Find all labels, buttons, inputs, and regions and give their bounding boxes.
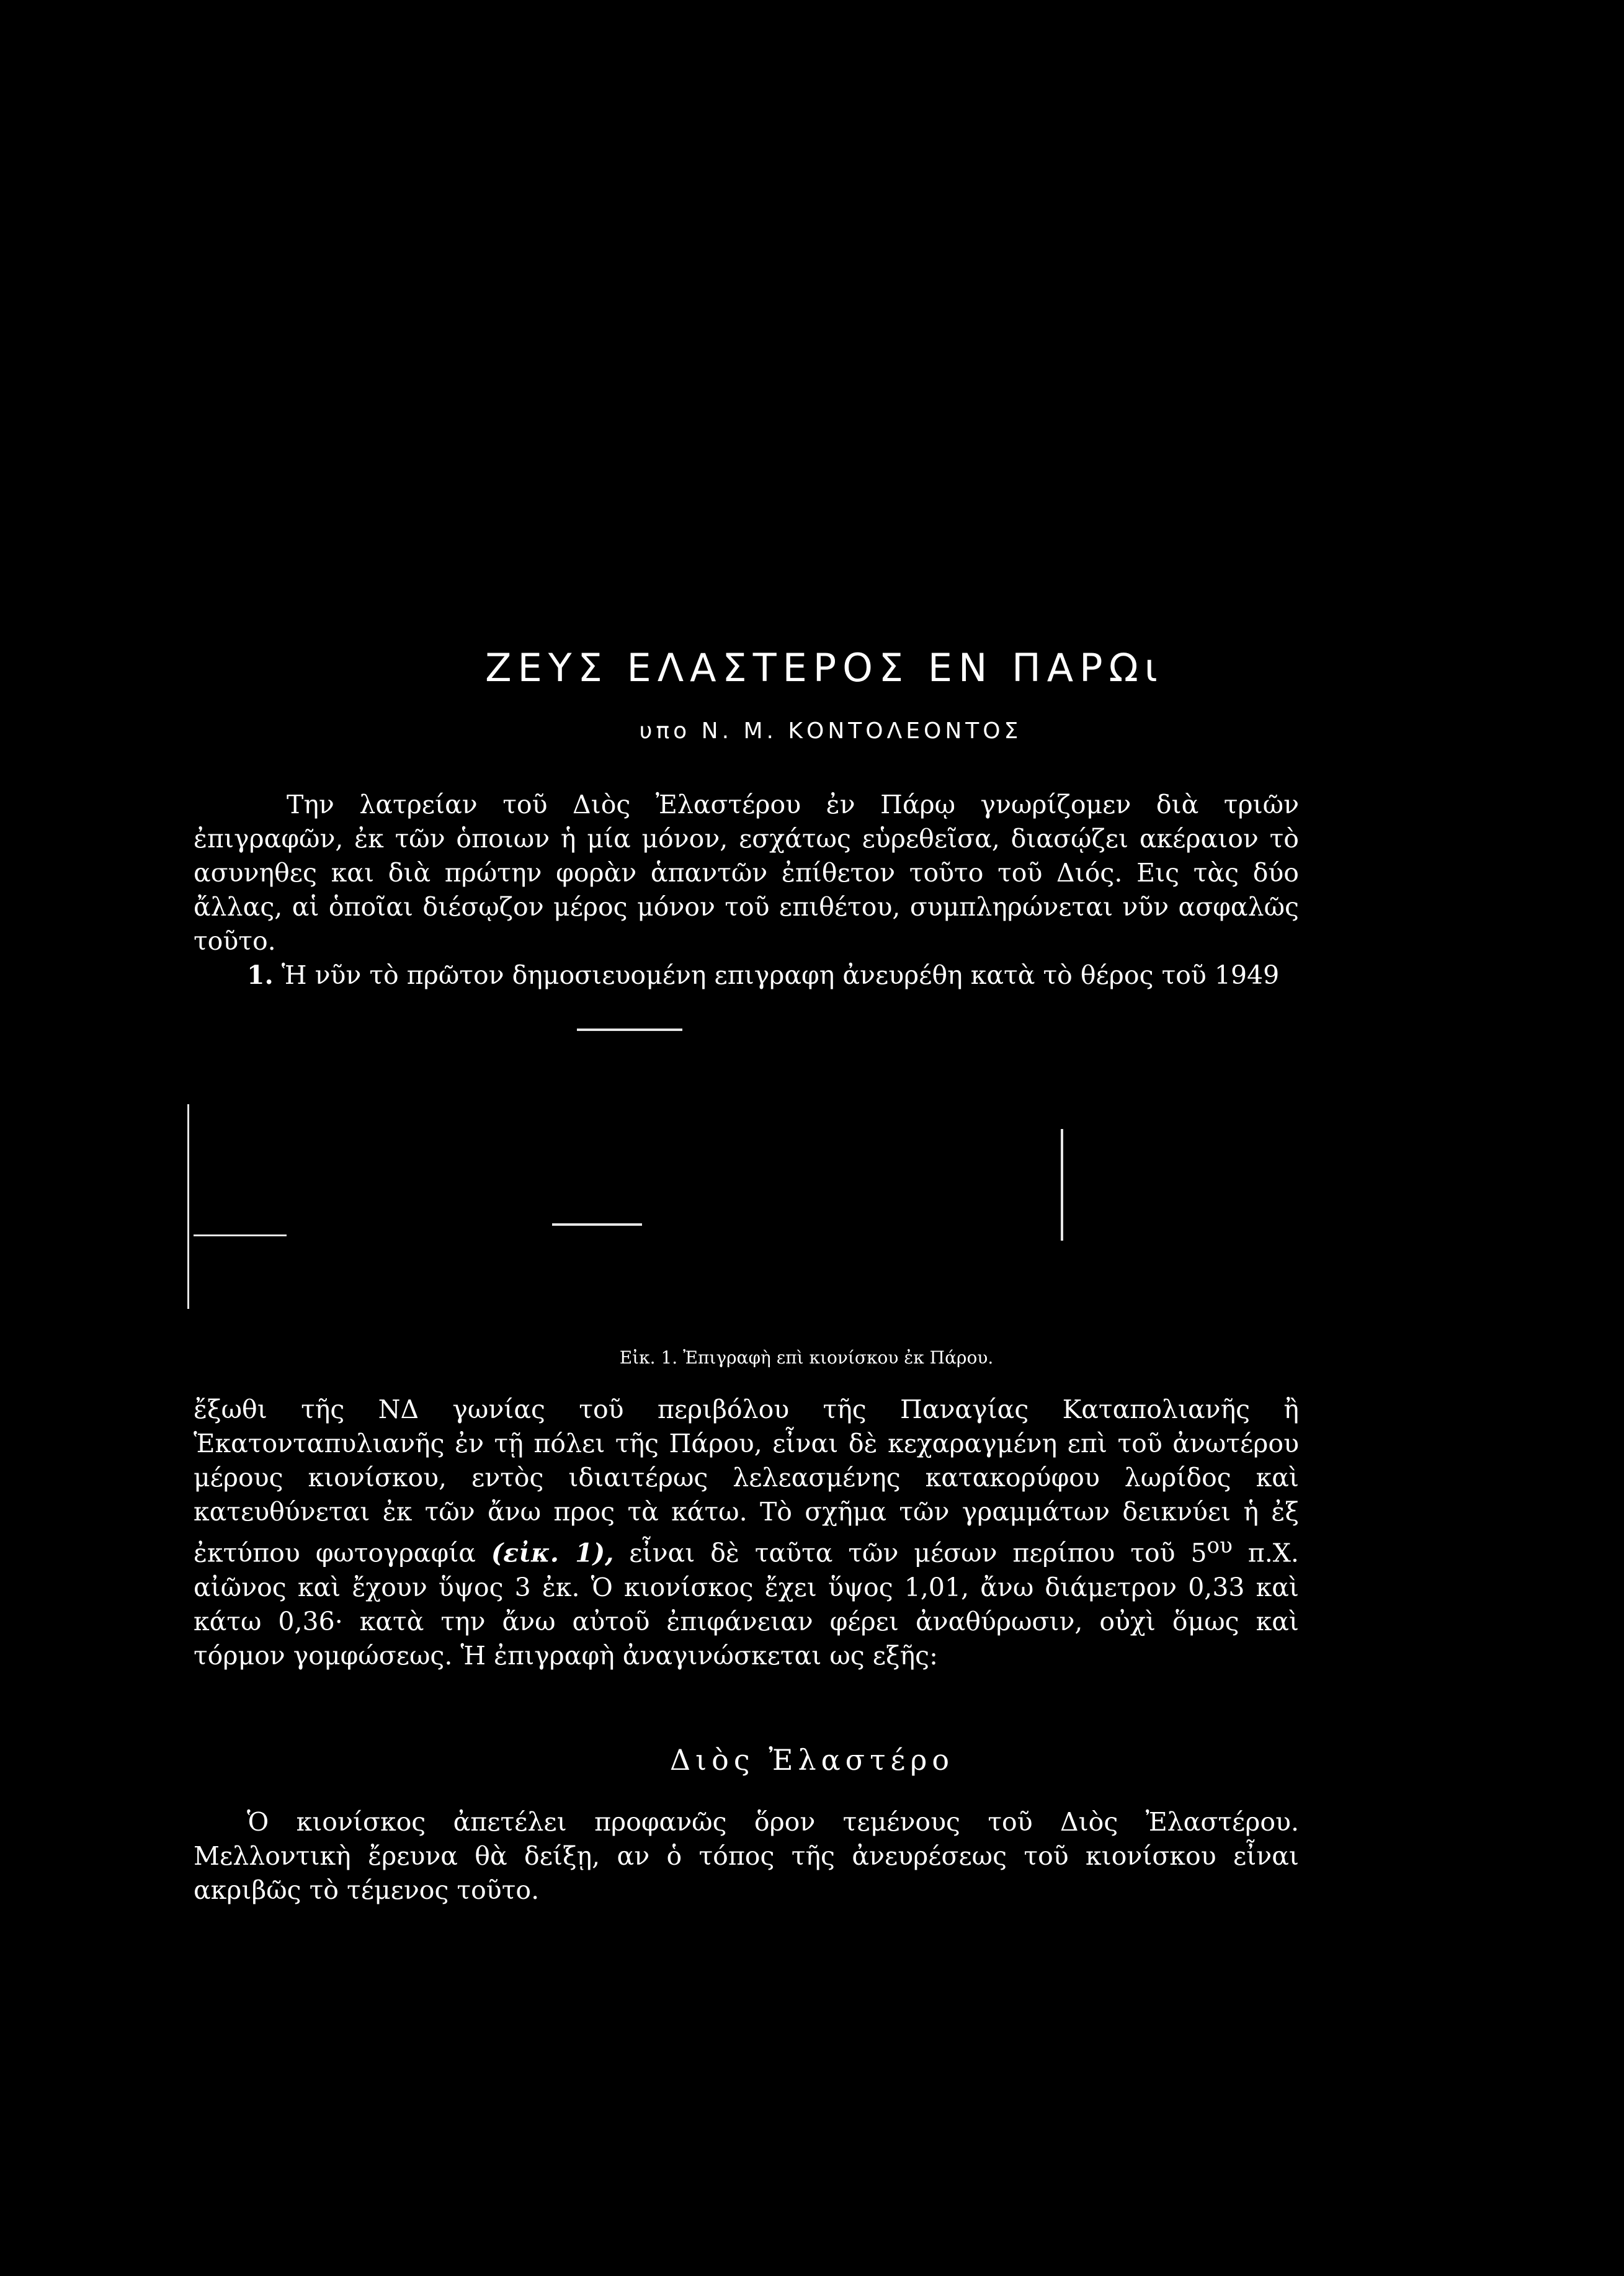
superscript-ou: ου bbox=[1207, 1533, 1233, 1558]
item-text: Ἡ νῦν τὸ πρῶτον δημοσιευομένη επιγραφη ἀνευρέθη κατὰ τὸ θέρος τοῦ 1949 bbox=[281, 960, 1280, 990]
photo-trace bbox=[552, 1223, 642, 1226]
body-text bbox=[194, 1393, 1299, 1673]
body-paragraph bbox=[194, 1393, 1299, 1673]
body-part-1: ἔξωθι τῆς ΝΔ γωνίας τοῦ περιβόλου τῆς Παναγίας Καταπολιανῆς ἢ Ἑκατονταπυλιανῆς ἐν τῇ πόλει τῆς Πάρου, εἶναι δὲ κεχαραγμένη επὶ τοῦ ἀνωτέρου μέρους κιονίσκου, εντὸς ιδιαιτέρως λελεασμένης κατακορύφου λωρίδος καὶ κατευθύνεται ἐκ τῶν ἄνω προς τὰ κάτω. Τὸ σχῆμα τῶν γραμμάτων δεικνύει ἡ ἐξ ἐκτύπου φωτογραφία bbox=[194, 1395, 1299, 1568]
closing-text: Ὁ κιονίσκος ἀπετέλει προφανῶς ὅρον τεμένους τοῦ Διὸς Ἐλαστέρου. Μελλοντικὴ ἔρευνα θὰ δείξῃ, αν ὁ τόπος τῆς ἀνευρέσεως τοῦ κιονίσκου εἶναι ακριβῶς τὸ τέμενος τοῦτο. bbox=[194, 1807, 1299, 1905]
photo-trace bbox=[187, 1104, 189, 1309]
article-title: ΖΕΥΣ ΕΛΑΣΤΕΡΟΣ ΕΝ ΠΑΡΩι bbox=[485, 645, 1164, 690]
inscription-reading: Διὸς Ἐλαστέρο bbox=[669, 1743, 955, 1777]
intro-paragraph bbox=[194, 788, 1299, 993]
figure-caption: Εἰκ. 1. Ἐπιγραφὴ επὶ κιονίσκου ἐκ Πάρου. bbox=[619, 1347, 994, 1368]
article-byline: υπο Ν. Μ. ΚΟΝΤΟΛΕΟΝΤΟΣ bbox=[639, 718, 1022, 744]
photo-trace bbox=[194, 1234, 287, 1236]
photo-trace bbox=[1061, 1129, 1063, 1241]
item-number: 1. bbox=[247, 960, 274, 990]
body-part-3: π.Χ. αἰῶνος καὶ ἔχουν ὕψος 3 ἐκ. Ὁ κιονίσκος ἔχει ὕψος 1,01, ἄνω διάμετρον 0,33 καὶ κάτω 0,36· κατὰ την ἄνω αὐτοῦ ἐπιφάνειαν φέρει ἀναθύρωσιν, οὐχὶ ὅμως καὶ τόρμον γομφώσεως. Ἡ ἐπιγραφὴ ἀναγινώσκεται ως εξῆς: bbox=[194, 1538, 1299, 1671]
figure-reference: (εἰκ. 1), bbox=[491, 1538, 614, 1568]
body-part-2: εἶναι δὲ ταῦτα τῶν μέσων περίπου τοῦ 5 bbox=[629, 1538, 1207, 1568]
figure-1-photo bbox=[180, 993, 1110, 1328]
photo-trace bbox=[577, 1029, 682, 1031]
intro-item bbox=[194, 958, 1299, 993]
intro-text: Την λατρείαν τοῦ Διὸς Ἐλαστέρου ἐν Πάρῳ γνωρίζομεν διὰ τριῶν ἐπιγραφῶν, ἐκ τῶν ὁποιων ἡ μία μόνον, εσχάτως εὑρεθεῖσα, διασῴζει ακέραιον τὸ ασυνηθες και διὰ πρώτην φορὰν ἁπαντῶν ἐπίθετον τοῦτο τοῦ Διός. Εις τὰς δύο ἄλλας, αἱ ὁποῖαι διέσῳζον μέρος μόνον τοῦ επιθέτου, συμπληρώνεται νῦν ασφαλῶς τοῦτο. bbox=[194, 790, 1299, 956]
closing-paragraph bbox=[194, 1805, 1299, 1908]
